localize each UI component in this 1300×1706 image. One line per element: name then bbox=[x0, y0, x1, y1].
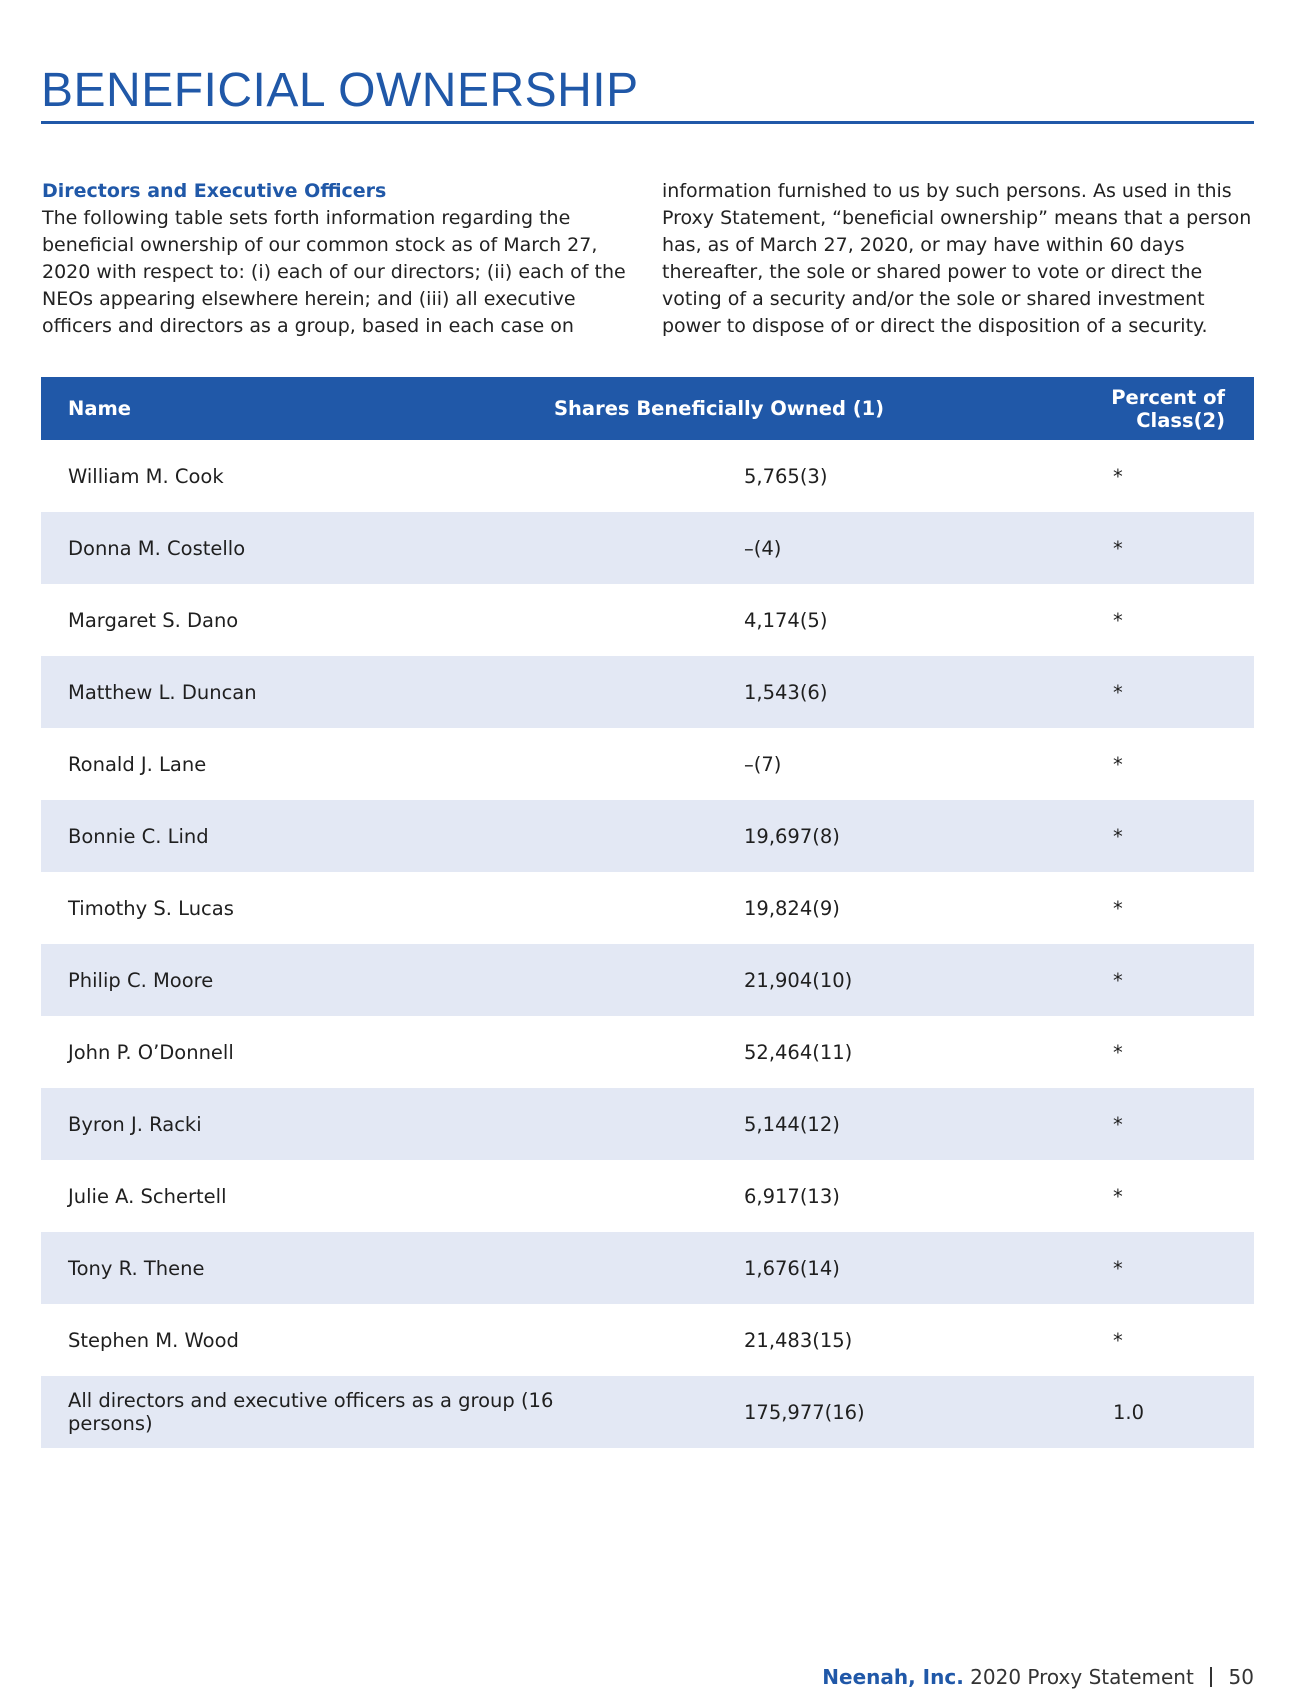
cell-percent: * bbox=[1113, 1328, 1123, 1352]
cell-name: Byron J. Racki bbox=[68, 1112, 202, 1136]
cell-name: Timothy S. Lucas bbox=[68, 896, 234, 920]
cell-shares: 52,464(11) bbox=[744, 1040, 853, 1064]
intro-left-column bbox=[42, 178, 642, 340]
cell-shares: 19,697(8) bbox=[744, 824, 840, 848]
cell-shares: 19,824(9) bbox=[744, 896, 840, 920]
table-row bbox=[41, 800, 1254, 872]
cell-name: Margaret S. Dano bbox=[68, 608, 239, 632]
cell-name: Bonnie C. Lind bbox=[68, 824, 209, 848]
cell-percent: * bbox=[1113, 680, 1123, 704]
cell-percent: * bbox=[1113, 536, 1123, 560]
footer-document-title: 2020 Proxy Statement bbox=[970, 1665, 1194, 1689]
cell-name: Ronald J. Lane bbox=[68, 752, 207, 776]
table-row-total bbox=[41, 1376, 1254, 1448]
table-row bbox=[41, 656, 1254, 728]
table-row bbox=[41, 512, 1254, 584]
intro-right-column bbox=[662, 178, 1262, 340]
cell-name: Philip C. Moore bbox=[68, 968, 214, 992]
cell-percent: * bbox=[1113, 608, 1123, 632]
table-body bbox=[41, 440, 1254, 1448]
cell-name: John P. O’Donnell bbox=[68, 1040, 234, 1064]
cell-shares: 6,917(13) bbox=[744, 1184, 840, 1208]
table-row bbox=[41, 440, 1254, 512]
table-row bbox=[41, 1304, 1254, 1376]
cell-percent: * bbox=[1113, 1184, 1123, 1208]
cell-shares: 4,174(5) bbox=[744, 608, 828, 632]
beneficial-ownership-table bbox=[41, 377, 1254, 1448]
table-header bbox=[41, 377, 1254, 440]
table-row bbox=[41, 728, 1254, 800]
column-header-shares: Shares Beneficially Owned (1) bbox=[554, 397, 885, 420]
cell-shares: 21,483(15) bbox=[744, 1328, 853, 1352]
cell-name: Donna M. Costello bbox=[68, 536, 246, 560]
table-row bbox=[41, 872, 1254, 944]
column-header-name: Name bbox=[68, 397, 132, 420]
table-row bbox=[41, 944, 1254, 1016]
page-number: 50 bbox=[1228, 1665, 1254, 1689]
cell-percent: * bbox=[1113, 464, 1123, 488]
cell-shares: 1,543(6) bbox=[744, 680, 828, 704]
intro-paragraph-left: The following table sets forth information regarding the beneficial ownership of our common stock as of March 27, 2020 with respect to: (i) each of our directors; (ii) each of the NEOs appearing elsewhere herein; and (iii) all executive officers and directors as a group, based in each case on bbox=[42, 207, 626, 337]
title-divider bbox=[41, 121, 1254, 124]
table-row bbox=[41, 1016, 1254, 1088]
table-row bbox=[41, 1232, 1254, 1304]
cell-percent: * bbox=[1113, 968, 1123, 992]
table-row bbox=[41, 1160, 1254, 1232]
section-heading: Directors and Executive Officers bbox=[42, 180, 387, 202]
cell-shares: –(7) bbox=[744, 752, 782, 776]
cell-shares: 1,676(14) bbox=[744, 1256, 840, 1280]
table-row bbox=[41, 584, 1254, 656]
cell-shares: –(4) bbox=[744, 536, 782, 560]
page-footer bbox=[822, 1665, 1254, 1689]
cell-name: All directors and executive officers as a group (16 persons) bbox=[68, 1389, 554, 1435]
cell-name: Julie A. Schertell bbox=[68, 1184, 227, 1208]
cell-name: Tony R. Thene bbox=[68, 1256, 205, 1280]
cell-name: William M. Cook bbox=[68, 464, 224, 488]
cell-name: Matthew L. Duncan bbox=[68, 680, 257, 704]
cell-name: Stephen M. Wood bbox=[68, 1328, 239, 1352]
cell-shares: 21,904(10) bbox=[744, 968, 853, 992]
cell-percent: * bbox=[1113, 824, 1123, 848]
footer-company: Neenah, Inc. bbox=[822, 1665, 964, 1689]
cell-shares: 5,765(3) bbox=[744, 464, 828, 488]
table-row bbox=[41, 1088, 1254, 1160]
cell-shares: 175,977(16) bbox=[744, 1400, 865, 1424]
intro-paragraph-right: information furnished to us by such persons. As used in this Proxy Statement, “beneficial ownership” means that a person has, as of March 27, 2020, or may have within 60 days thereafter, the sole or shared power to vote or direct the voting of a security and/or the sole or shared investment power to dispose of or direct the disposition of a security. bbox=[662, 180, 1252, 337]
page-title: BENEFICIAL OWNERSHIP bbox=[41, 64, 639, 118]
table-header-row bbox=[41, 377, 1254, 440]
cell-shares: 5,144(12) bbox=[744, 1112, 840, 1136]
column-header-percent: Percent of Class(2) bbox=[1111, 385, 1225, 432]
cell-percent: * bbox=[1113, 1040, 1123, 1064]
cell-percent: * bbox=[1113, 752, 1123, 776]
footer-separator bbox=[1210, 1667, 1212, 1687]
cell-percent: * bbox=[1113, 1256, 1123, 1280]
cell-percent: 1.0 bbox=[1113, 1400, 1145, 1424]
cell-percent: * bbox=[1113, 1112, 1123, 1136]
cell-percent: * bbox=[1113, 896, 1123, 920]
